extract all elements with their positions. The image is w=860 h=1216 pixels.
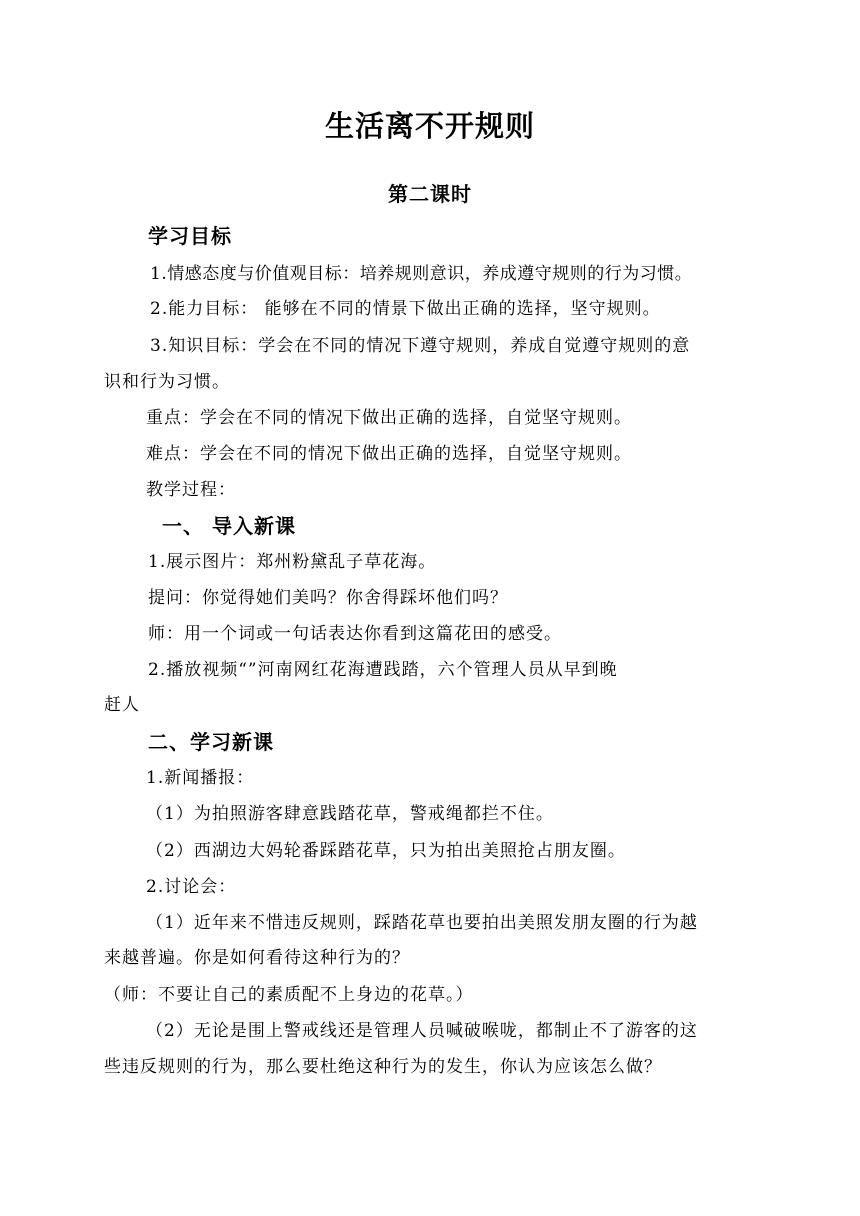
- objectives-heading: 学习目标: [148, 224, 232, 248]
- section-1-teacher: 师：用一个词或一句话表达你看到这篇花田的感受。: [148, 624, 562, 644]
- objective-3-line-1: 3.知识目标：学会在不同的情况下遵守规则，养成自觉遵守规则的意: [150, 336, 691, 356]
- process-label: 教学过程：: [146, 480, 236, 500]
- section-2-news-1: （1）为拍照游客肆意践踏花草，警戒绳都拦不住。: [146, 804, 554, 824]
- section-1-heading: 一、 导入新课: [162, 514, 296, 538]
- section-1-item-2-line-1: 2.播放视频“”河南网红花海遭践踏，六个管理人员从早到晚: [148, 660, 618, 680]
- lesson-subtitle: 第二课时: [388, 182, 472, 206]
- section-2-discussion-1-line-2: 来越普遍。你是如何看待这种行为的？: [104, 948, 410, 968]
- section-2-item-1: 1.新闻播报：: [146, 768, 255, 788]
- section-1-question: 提问：你觉得她们美吗？你舍得踩坏他们吗？: [148, 588, 508, 608]
- section-2-discussion-2-line-2: 些违反规则的行为，那么要杜绝这种行为的发生，你认为应该怎么做？: [104, 1057, 662, 1077]
- difficult-point: 难点：学会在不同的情况下做出正确的选择，自觉坚守规则。: [146, 444, 632, 464]
- section-2-heading: 二、学习新课: [148, 730, 274, 754]
- objective-1: 1.情感态度与价值观目标：培养规则意识，养成遵守规则的行为习惯。: [150, 264, 693, 284]
- section-2-news-2: （2）西湖边大妈轮番踩踏花草，只为拍出美照抢占朋友圈。: [146, 841, 626, 861]
- section-1-item-2-line-2: 赶人: [104, 695, 140, 715]
- objective-3-line-2: 识和行为习惯。: [104, 372, 230, 392]
- key-point: 重点：学会在不同的情况下做出正确的选择，自觉坚守规则。: [146, 408, 632, 428]
- section-2-discussion-1-line-1: （1）近年来不惜违反规则，踩踏花草也要拍出美照发朋友圈的行为越: [146, 913, 698, 933]
- section-2-discussion-2-line-1: （2）无论是围上警戒线还是管理人员喊破喉咙，都制止不了游客的这: [146, 1021, 698, 1041]
- objective-2: 2.能力目标： 能够在不同的情景下做出正确的选择，坚守规则。: [150, 299, 661, 319]
- section-1-item-1: 1.展示图片：郑州粉黛乱子草花海。: [148, 552, 437, 572]
- document-title: 生活离不开规则: [324, 109, 535, 143]
- section-2-item-2: 2.讨论会：: [146, 877, 237, 897]
- section-2-teacher-note: （师：不要让自己的素质配不上身边的花草。）: [104, 985, 474, 1005]
